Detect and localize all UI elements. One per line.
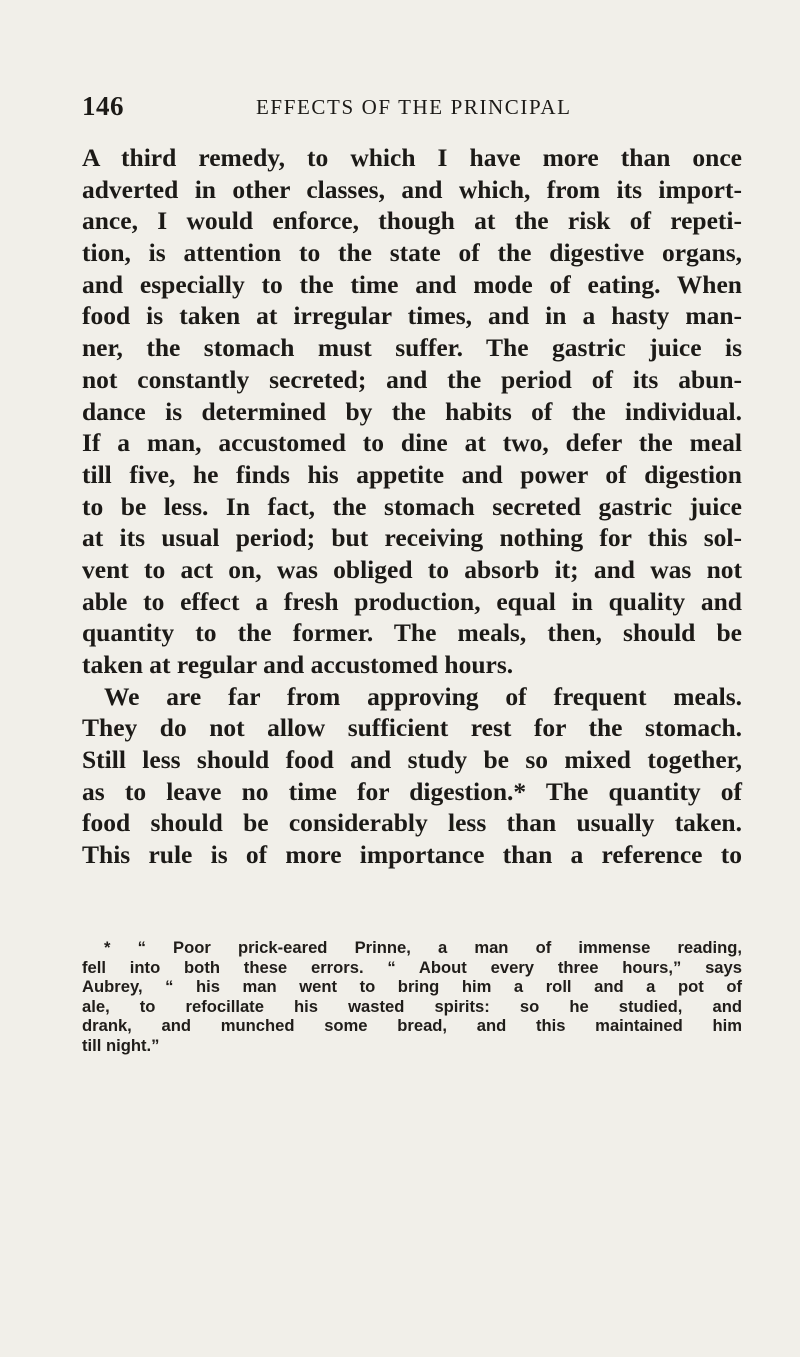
body-line: taken at regular and accustomed hours. [82, 650, 514, 679]
body-line: dance is determined by the habits of the individual. [82, 396, 742, 426]
footnote-line: ale, to refocillate his wasted spirits: so he studied, and [82, 996, 742, 1016]
body-line: able to effect a fresh production, equal in quality and [82, 586, 742, 616]
body-line: We are far from approving of frequent meals. [104, 681, 742, 711]
footnote-line: Aubrey, “ his man went to bring him a roll and a pot of [82, 977, 742, 996]
footnote-line: drank, and munched some bread, and this maintained him [82, 1016, 742, 1035]
body-line: vent to act on, was obliged to absorb it; and was not [82, 554, 742, 584]
body-line: tion, is attention to the state of the digestive organs, [82, 238, 742, 268]
footnote [82, 938, 742, 1055]
body-line: as to leave no time for digestion.* The quantity of [82, 776, 742, 806]
body-line: ner, the stomach must suffer. The gastric juice is [82, 333, 742, 363]
body-text [82, 142, 742, 871]
body-line: not constantly secreted; and the period of its abun- [82, 364, 742, 394]
body-line: and especially to the time and mode of eating. When [82, 269, 742, 299]
body-line: at its usual period; but receiving nothing for this sol- [82, 523, 742, 553]
body-line: They do not allow sufficient rest for the stomach. [82, 713, 742, 743]
body-line: till five, he finds his appetite and power of digestion [82, 459, 742, 489]
running-title: EFFECTS OF THE PRINCIPAL [256, 95, 572, 119]
body-line: A third remedy, to which I have more than once [82, 143, 742, 172]
footnote-line: fell into both these errors. “ About every three hours,” says [82, 957, 742, 977]
footnote-line: till night.” [82, 1035, 160, 1055]
body-line: If a man, accustomed to dine at two, defer the meal [82, 428, 742, 458]
body-line: Still less should food and study be so mixed together, [82, 745, 742, 775]
running-head [82, 91, 742, 131]
body-line: food should be considerably less than usually taken. [82, 808, 742, 838]
body-line: ance, I would enforce, though at the risk of repeti- [82, 206, 742, 236]
footnote-line: * “ Poor prick-eared Prinne, a man of immense reading, [104, 938, 742, 957]
body-line: to be less. In fact, the stomach secreted gastric juice [82, 491, 742, 521]
body-line: food is taken at irregular times, and in a hasty man- [82, 301, 742, 331]
body-line: quantity to the former. The meals, then, should be [82, 618, 742, 648]
body-line: This rule is of more importance than a reference to [82, 840, 742, 870]
page-number: 146 [82, 91, 124, 121]
body-line: adverted in other classes, and which, from its import- [82, 174, 742, 204]
